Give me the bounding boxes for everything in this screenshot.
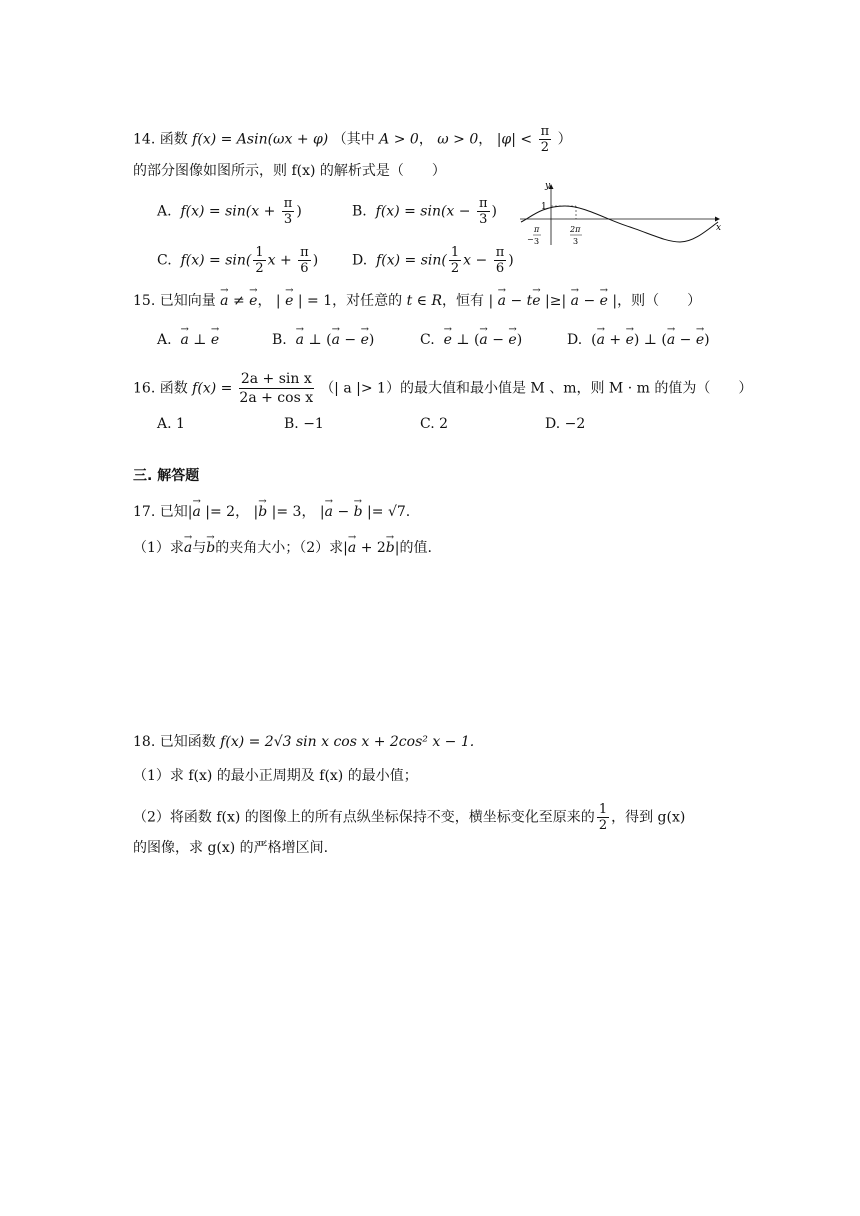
y-tick-label: 1: [541, 202, 547, 212]
q16-fraction: $\frac{\text{2a + sin x}}{\text{2a + cos x}}$: [239, 371, 314, 406]
q16-option-c: C. 2: [420, 416, 449, 432]
x-tick1-sign: −: [527, 235, 534, 244]
q16-option-b: B. −1: [284, 416, 324, 432]
y-axis-label: y: [545, 181, 551, 191]
q16-option-a: A. 1: [157, 416, 185, 432]
x-tick2-num: 2π: [570, 225, 581, 234]
q15-option-a: A. → a ⊥ → e: [157, 330, 219, 350]
q15-option-b: B. → a ⊥ (→ a − → e): [272, 330, 374, 350]
q17-stem: 17. 已知|→ a |= 2， |→ b |= 3， |→ a − → b |= √7.: [133, 502, 410, 522]
q14-stem-line2: 的部分图像如图所示，则 f(x) 的解析式是（ ）: [133, 163, 446, 179]
pi-over-2: $\frac{\pi}{2}$: [540, 124, 550, 155]
q16-option-d: D. −2: [545, 416, 586, 432]
q15-option-c: C. → e ⊥ (→ a − → e): [420, 330, 522, 350]
section-heading: 三. 解答题: [133, 468, 200, 484]
q18-sub2: （2）将函数 f(x) 的图像上的所有点纵坐标保持不变，横坐标变化至原来的 $\frac{1}{2}$ ，得到 g(x): [133, 802, 686, 833]
x-tick1-den: 3: [534, 237, 540, 246]
q14-option-d: D. f(x) = sin( $\frac{1}{2}$ x − $\frac{\pi}{6}$ ): [352, 245, 514, 276]
q17-subquestions: （1）求→ a与→ b的夹角大小；（2）求|→ a + 2→ b|的值.: [133, 538, 432, 558]
q15-option-d: D. (→ a + → e) ⊥ (→ a − → e): [567, 330, 710, 350]
q15-stem: 15. 已知向量 → a ≠ → e， | → e | = 1，对任意的 t ∈ R，恒有 | → a − t→ e |≥| → a − → e |，则（ ）: [133, 291, 701, 311]
x-axis-label: x: [716, 223, 722, 233]
q14-option-c: C. f(x) = sin( $\frac{1}{2}$ x + $\frac{\pi}{6}$ ): [157, 245, 319, 276]
q14-option-a: A. f(x) = sin(x + $\frac{\pi}{3}$ ): [157, 196, 302, 227]
q18-stem: 18. 已知函数 f(x) = 2√3 sin x cos x + 2cos² x − 1.: [133, 734, 475, 750]
q18-sub3: 的图像，求 g(x) 的严格增区间.: [133, 840, 329, 856]
q16-stem: 16. 函数 f(x) = $\frac{\text{2a + sin x}}{\text{2a + cos x}}$ （| a |> 1）的最大值和最小值是 M 、m，则 M · m 的值为（ ）: [133, 371, 753, 406]
q14-sine-graph: [515, 180, 725, 250]
x-tick1-num: π: [534, 225, 540, 234]
x-axis-arrow: [715, 217, 720, 222]
sine-curve: [521, 206, 718, 242]
x-tick2-den: 3: [573, 237, 579, 246]
q14-option-b: B. f(x) = sin(x − $\frac{\pi}{3}$ ): [352, 196, 497, 227]
q18-sub1: （1）求 f(x) 的最小正周期及 f(x) 的最小值；: [133, 768, 418, 784]
q14-stem-line1: 14. 函数 f(x) = Asin(ωx + φ) （其中 A > 0， ω > 0， |φ| < $\frac{\pi}{2}$ ）: [133, 124, 572, 155]
